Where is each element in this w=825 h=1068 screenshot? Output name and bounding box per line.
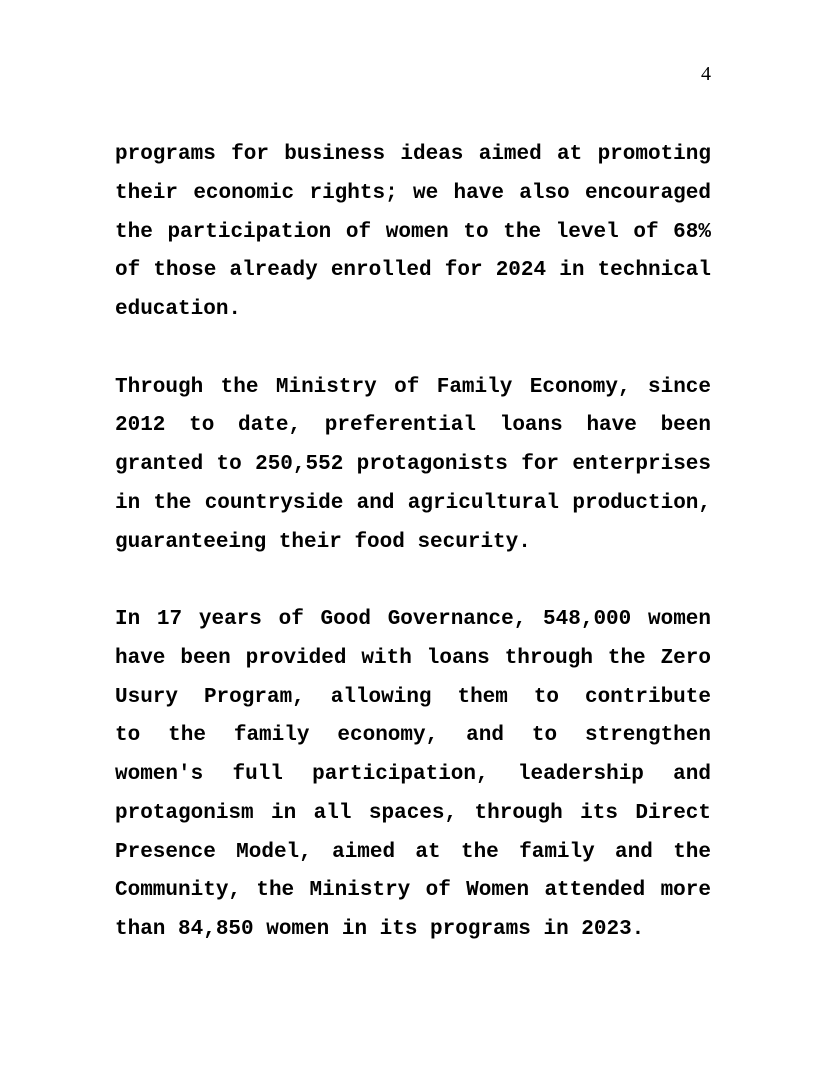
text-line: to the family economy, and to strengthen — [115, 724, 711, 748]
text-line: Usury Program, allowing them to contribute — [115, 685, 711, 709]
text-line: programs for business ideas aimed at promoting — [115, 143, 711, 166]
text-line: women's full participation, leadership and — [115, 763, 711, 786]
text-line: granted to 250,552 protagonists for enterprises — [115, 453, 711, 476]
text-line: education. — [115, 298, 242, 321]
text-line: than 84,850 women in its programs in 2023. — [115, 918, 645, 941]
paragraph-1 — [115, 136, 711, 330]
text-line: the participation of women to the level of 68% — [115, 220, 711, 244]
text-line: Presence Model, aimed at the family and the — [115, 840, 711, 864]
document-body — [115, 136, 711, 989]
text-line: have been provided with loans through the Zero — [115, 646, 711, 670]
text-line: in the countryside and agricultural production, — [115, 491, 711, 515]
text-line: of those already enrolled for 2024 in technical — [115, 259, 711, 283]
text-line: In 17 years of Good Governance, 548,000 women — [115, 608, 711, 631]
page-number: 4 — [701, 63, 711, 85]
text-line: protagonism in all spaces, through its Direct — [115, 801, 711, 825]
paragraph-2 — [115, 369, 711, 563]
paragraph-3 — [115, 601, 711, 950]
text-line: 2012 to date, preferential loans have been — [115, 414, 711, 438]
text-line: guaranteeing their food security. — [115, 530, 531, 554]
text-line: their economic rights; we have also encouraged — [115, 181, 711, 205]
text-line: Community, the Ministry of Women attended more — [115, 879, 711, 903]
text-line: Through the Ministry of Family Economy, since — [115, 375, 711, 399]
